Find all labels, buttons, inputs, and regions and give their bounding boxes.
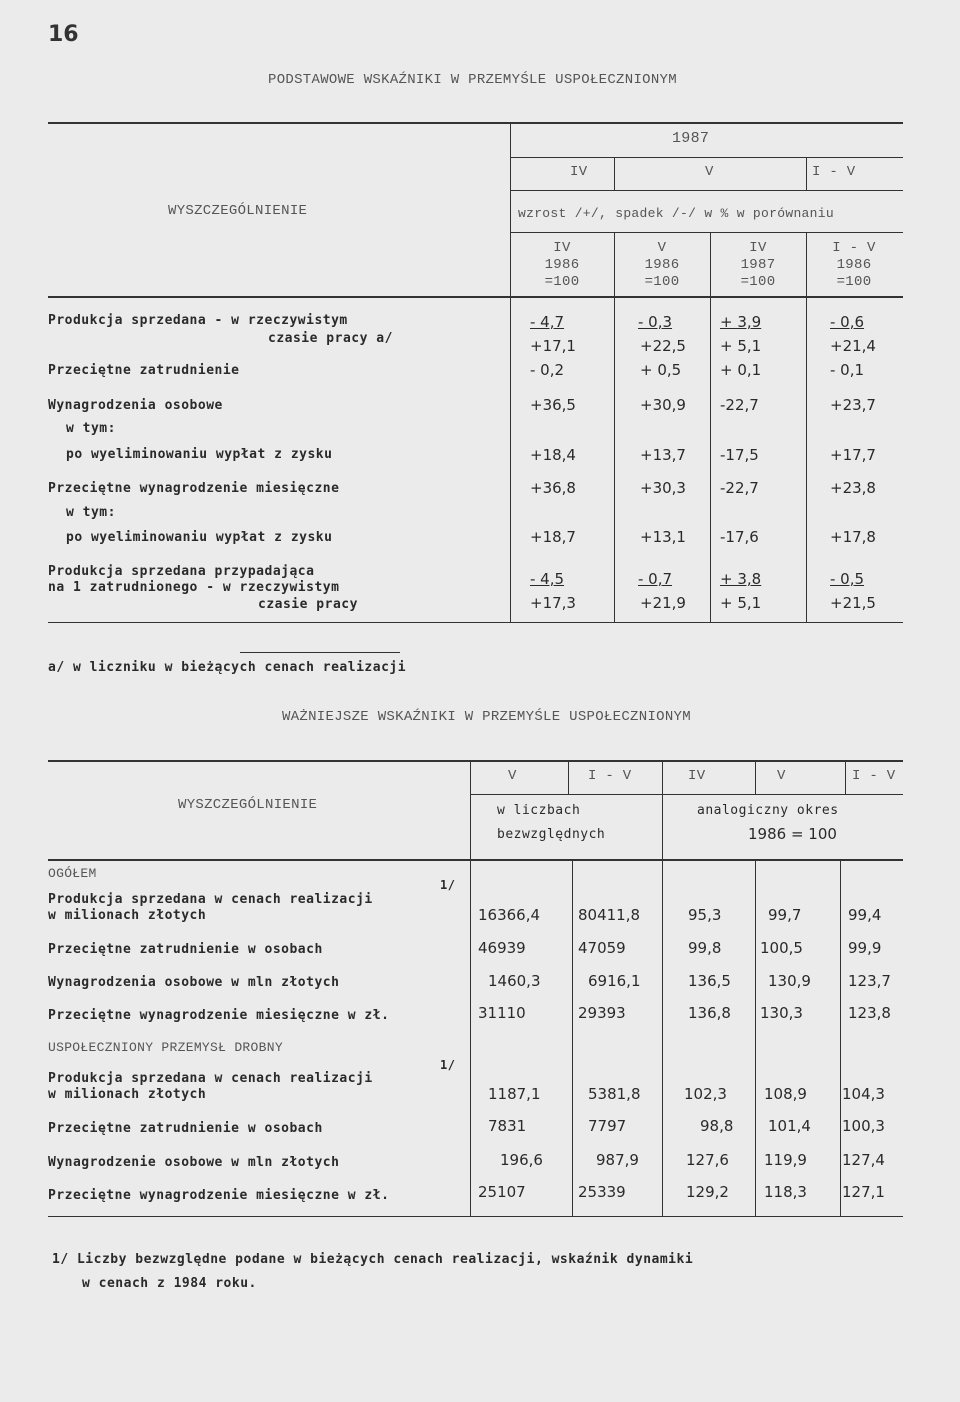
t2-s1-r4-v5: 123,8 bbox=[848, 1004, 891, 1022]
table2-vrule-4b bbox=[755, 860, 756, 1216]
t2-s2-r3-v3: 127,6 bbox=[686, 1151, 729, 1169]
section-1-title: OGÓŁEM bbox=[48, 866, 97, 881]
table2-vrule-5b bbox=[840, 860, 841, 1216]
table2-bottom-rule bbox=[48, 1216, 903, 1217]
t1-row0-v4: - 0,6 bbox=[830, 313, 865, 331]
table2-group2-header-a: analogiczny okres bbox=[697, 803, 839, 818]
table2-title: WAŻNIEJSZE WSKAŹNIKI W PRZEMYŚLE USPOŁECZNIONYM bbox=[282, 709, 691, 725]
t1-row1-v3: + 0,1 bbox=[720, 361, 762, 379]
table2-top-rule bbox=[48, 760, 903, 762]
t1-row2-v3: -22,7 bbox=[720, 396, 759, 414]
t1-row0-w1: +17,1 bbox=[530, 337, 576, 355]
table2-vrule-3 bbox=[662, 760, 663, 1216]
t1-row8-label-b: na 1 zatrudnionego - w rzeczywistym bbox=[48, 580, 340, 595]
base-3-index: =100 bbox=[740, 274, 776, 290]
t1-row8-v2: - 0,7 bbox=[638, 570, 673, 588]
table2-period-4: V bbox=[777, 768, 786, 784]
t2-s1-r1-v2: 80411,8 bbox=[578, 906, 641, 924]
base-4-period: I - V bbox=[832, 240, 876, 256]
t1-row8-v4: - 0,5 bbox=[830, 570, 865, 588]
base-2-period: V bbox=[657, 240, 667, 256]
t1-row2-v4: +23,7 bbox=[830, 396, 876, 414]
table2-vrule-5 bbox=[845, 760, 846, 795]
t1-row6-label: w tym: bbox=[66, 505, 116, 520]
t2-s1-r3-label: Wynagrodzenia osobowe w mln złotych bbox=[48, 975, 340, 990]
base-1-year: 1986 bbox=[544, 257, 580, 273]
table2-vrule-2b bbox=[572, 860, 573, 1216]
t1-row3-label: w tym: bbox=[66, 421, 116, 436]
t2-s2-r4-v1: 25107 bbox=[478, 1183, 526, 1201]
t2-s1-r1-sup: 1/ bbox=[440, 878, 456, 892]
t1-row2-label: Wynagrodzenia osobowe bbox=[48, 398, 223, 413]
t1-row5-v2: +30,3 bbox=[640, 479, 686, 497]
t1-row0-v1: - 4,7 bbox=[530, 313, 565, 331]
page-number: 16 bbox=[48, 22, 79, 47]
t2-s2-r4-label: Przeciętne wynagrodzenie miesięczne w zł. bbox=[48, 1188, 390, 1203]
t2-s1-r2-v3: 99,8 bbox=[688, 939, 722, 957]
table2-period-2: I - V bbox=[588, 768, 632, 784]
t1-row2-v2: +30,9 bbox=[640, 396, 686, 414]
t2-s2-r2-label: Przeciętne zatrudnienie w osobach bbox=[48, 1121, 323, 1136]
t2-s2-r1-label-b: w milionach złotych bbox=[48, 1087, 207, 1102]
table1-footnote: a/ w liczniku w bieżących cenach realizacji bbox=[48, 660, 407, 675]
t2-s1-r3-v5: 123,7 bbox=[848, 972, 891, 990]
t2-s2-r3-v5: 127,4 bbox=[842, 1151, 885, 1169]
t1-row1-v1: - 0,2 bbox=[530, 361, 565, 379]
t2-s1-r4-label: Przeciętne wynagrodzenie miesięczne w zł. bbox=[48, 1008, 390, 1023]
t1-row7-v4: +17,8 bbox=[830, 528, 876, 546]
table1-base-4 bbox=[806, 240, 902, 291]
t2-s1-r3-v1: 1460,3 bbox=[488, 972, 541, 990]
t2-s2-r2-v1: 7831 bbox=[488, 1117, 527, 1135]
t2-s1-r2-label: Przeciętne zatrudnienie w osobach bbox=[48, 942, 323, 957]
t2-s1-r1-v1: 16366,4 bbox=[478, 906, 541, 924]
t1-row5-v1: +36,8 bbox=[530, 479, 576, 497]
table1-sub-rule bbox=[510, 232, 903, 233]
t2-s1-r1-label-b: w milionach złotych bbox=[48, 908, 207, 923]
t1-row4-v4: +17,7 bbox=[830, 446, 876, 464]
table2-group1-header-a: w liczbach bbox=[497, 803, 581, 818]
t1-row4-v3: -17,5 bbox=[720, 446, 759, 464]
table2-vrule-1 bbox=[470, 760, 471, 1216]
t1-row8-v1: - 4,5 bbox=[530, 570, 565, 588]
t2-s2-r1-sup: 1/ bbox=[440, 1058, 456, 1072]
t1-row7-v3: -17,6 bbox=[720, 528, 759, 546]
t2-s2-r3-v4: 119,9 bbox=[764, 1151, 807, 1169]
table1-header-rule bbox=[48, 296, 903, 298]
t2-s1-r2-v4: 100,5 bbox=[760, 939, 803, 957]
t2-s2-r1-v1: 1187,1 bbox=[488, 1085, 541, 1103]
table2-period-3: IV bbox=[688, 768, 706, 784]
t2-s2-r2-v4: 101,4 bbox=[768, 1117, 811, 1135]
table2-period-rule bbox=[470, 794, 903, 795]
t1-row8-w3: + 5,1 bbox=[720, 594, 762, 612]
t2-s2-r4-v5: 127,1 bbox=[842, 1183, 885, 1201]
t1-row7-v2: +13,1 bbox=[640, 528, 686, 546]
table2-header-rule bbox=[48, 859, 903, 861]
t1-row5-v3: -22,7 bbox=[720, 479, 759, 497]
table2-vrule-2 bbox=[568, 760, 569, 795]
table1-base-2 bbox=[614, 240, 710, 291]
table2-footnote-b: w cenach z 1984 roku. bbox=[82, 1276, 257, 1291]
table2-group1-header-b: bezwzględnych bbox=[497, 827, 606, 842]
t2-s2-r2-v5: 100,3 bbox=[842, 1117, 885, 1135]
section-2-title: USPOŁECZNIONY PRZEMYSŁ DROBNY bbox=[48, 1040, 283, 1055]
t1-row1-v2: + 0,5 bbox=[640, 361, 682, 379]
table1-footnote-rule bbox=[240, 652, 400, 653]
t2-s2-r2-v2: 7797 bbox=[588, 1117, 627, 1135]
t1-row8-w4: +21,5 bbox=[830, 594, 876, 612]
t1-row4-label: po wyeliminowaniu wypłat z zysku bbox=[66, 447, 333, 462]
t1-row4-v1: +18,4 bbox=[530, 446, 576, 464]
base-4-index: =100 bbox=[836, 274, 872, 290]
t2-s1-r2-v2: 47059 bbox=[578, 939, 626, 957]
t2-s1-r2-v1: 46939 bbox=[478, 939, 526, 957]
t2-s2-r1-v5: 104,3 bbox=[842, 1085, 885, 1103]
t2-s2-r3-label: Wynagrodzenie osobowe w mln złotych bbox=[48, 1155, 340, 1170]
t2-s1-r1-v3: 95,3 bbox=[688, 906, 722, 924]
base-1-period: IV bbox=[553, 240, 571, 256]
t1-row7-v1: +18,7 bbox=[530, 528, 576, 546]
t1-row2-v1: +36,5 bbox=[530, 396, 576, 414]
t2-s2-r1-v4: 108,9 bbox=[764, 1085, 807, 1103]
t1-row8-w2: +21,9 bbox=[640, 594, 686, 612]
t1-row1-v4: - 0,1 bbox=[830, 361, 865, 379]
table1-subheader: wzrost /+/, spadek /-/ w % w porównaniu bbox=[518, 206, 834, 221]
t2-s2-r1-v2: 5381,8 bbox=[588, 1085, 641, 1103]
t2-s2-r4-v4: 118,3 bbox=[764, 1183, 807, 1201]
table2-period-1: V bbox=[508, 768, 517, 784]
t1-row7-label: po wyeliminowaniu wypłat z zysku bbox=[66, 530, 333, 545]
table1-period-rule bbox=[510, 190, 903, 191]
table1-bottom-rule bbox=[48, 622, 903, 623]
table1-period-3: I - V bbox=[812, 164, 856, 180]
table1-stub-header: WYSZCZEGÓLNIENIE bbox=[168, 203, 308, 219]
t2-s1-r4-v2: 29393 bbox=[578, 1004, 626, 1022]
table1-period-2: V bbox=[705, 164, 714, 180]
t2-s1-r3-v2: 6916,1 bbox=[588, 972, 641, 990]
table1-base-3 bbox=[710, 240, 806, 291]
table1-period-1: IV bbox=[570, 164, 588, 180]
t1-row0-label-a: Produkcja sprzedana - w rzeczywistym bbox=[48, 313, 348, 328]
table2-group2-header-b: 1986 = 100 bbox=[748, 825, 837, 843]
table1-base-1 bbox=[514, 240, 610, 291]
t1-row0-v2: - 0,3 bbox=[638, 313, 673, 331]
t1-row0-w4: +21,4 bbox=[830, 337, 876, 355]
t2-s1-r4-v3: 136,8 bbox=[688, 1004, 731, 1022]
t1-row1-label: Przeciętne zatrudnienie bbox=[48, 363, 240, 378]
t1-row8-label-a: Produkcja sprzedana przypadająca bbox=[48, 564, 315, 579]
base-3-period: IV bbox=[749, 240, 767, 256]
t1-row5-label: Przeciętne wynagrodzenie miesięczne bbox=[48, 481, 340, 496]
table1-title: PODSTAWOWE WSKAŹNIKI W PRZEMYŚLE USPOŁECZNIONYM bbox=[268, 72, 677, 88]
table1-vrule-1 bbox=[510, 122, 511, 622]
base-4-year: 1986 bbox=[836, 257, 872, 273]
t1-row4-v2: +13,7 bbox=[640, 446, 686, 464]
t2-s1-r3-v3: 136,5 bbox=[688, 972, 731, 990]
t1-row0-label-b: czasie pracy a/ bbox=[268, 331, 393, 346]
t2-s1-r3-v4: 130,9 bbox=[768, 972, 811, 990]
t2-s2-r1-v3: 102,3 bbox=[684, 1085, 727, 1103]
t1-row8-w1: +17,3 bbox=[530, 594, 576, 612]
table1-year: 1987 bbox=[672, 130, 710, 147]
table1-year-rule bbox=[510, 157, 903, 158]
t2-s2-r1-label-a: Produkcja sprzedana w cenach realizacji bbox=[48, 1071, 373, 1086]
table1-vrule-3a bbox=[806, 158, 807, 190]
t1-row8-v3: + 3,8 bbox=[720, 570, 762, 588]
t1-row8-label-c: czasie pracy bbox=[258, 597, 358, 612]
t2-s1-r1-v4: 99,7 bbox=[768, 906, 802, 924]
table1-top-rule bbox=[48, 122, 903, 124]
t2-s1-r1-v5: 99,4 bbox=[848, 906, 882, 924]
base-3-year: 1987 bbox=[740, 257, 776, 273]
table2-vrule-4 bbox=[755, 760, 756, 795]
base-2-index: =100 bbox=[644, 274, 680, 290]
table2-footnote-a: 1/ Liczby bezwzględne podane w bieżących cenach realizacji, wskaźnik dynamiki bbox=[52, 1252, 694, 1267]
t2-s1-r4-v1: 31110 bbox=[478, 1004, 526, 1022]
table2-period-5: I - V bbox=[852, 768, 896, 784]
table1-vrule-2a bbox=[614, 158, 615, 190]
t1-row0-v3: + 3,9 bbox=[720, 313, 762, 331]
base-1-index: =100 bbox=[544, 274, 580, 290]
t2-s2-r2-v3: 98,8 bbox=[700, 1117, 734, 1135]
t2-s1-r4-v4: 130,3 bbox=[760, 1004, 803, 1022]
t1-row5-v4: +23,8 bbox=[830, 479, 876, 497]
t2-s2-r4-v2: 25339 bbox=[578, 1183, 626, 1201]
t2-s2-r3-v2: 987,9 bbox=[596, 1151, 639, 1169]
table2-stub-header: WYSZCZEGÓLNIENIE bbox=[178, 797, 318, 813]
t1-row0-w2: +22,5 bbox=[640, 337, 686, 355]
t1-row0-w3: + 5,1 bbox=[720, 337, 762, 355]
t2-s1-r2-v5: 99,9 bbox=[848, 939, 882, 957]
t2-s1-r1-label-a: Produkcja sprzedana w cenach realizacji bbox=[48, 892, 373, 907]
base-2-year: 1986 bbox=[644, 257, 680, 273]
t2-s2-r4-v3: 129,2 bbox=[686, 1183, 729, 1201]
t2-s2-r3-v1: 196,6 bbox=[500, 1151, 543, 1169]
